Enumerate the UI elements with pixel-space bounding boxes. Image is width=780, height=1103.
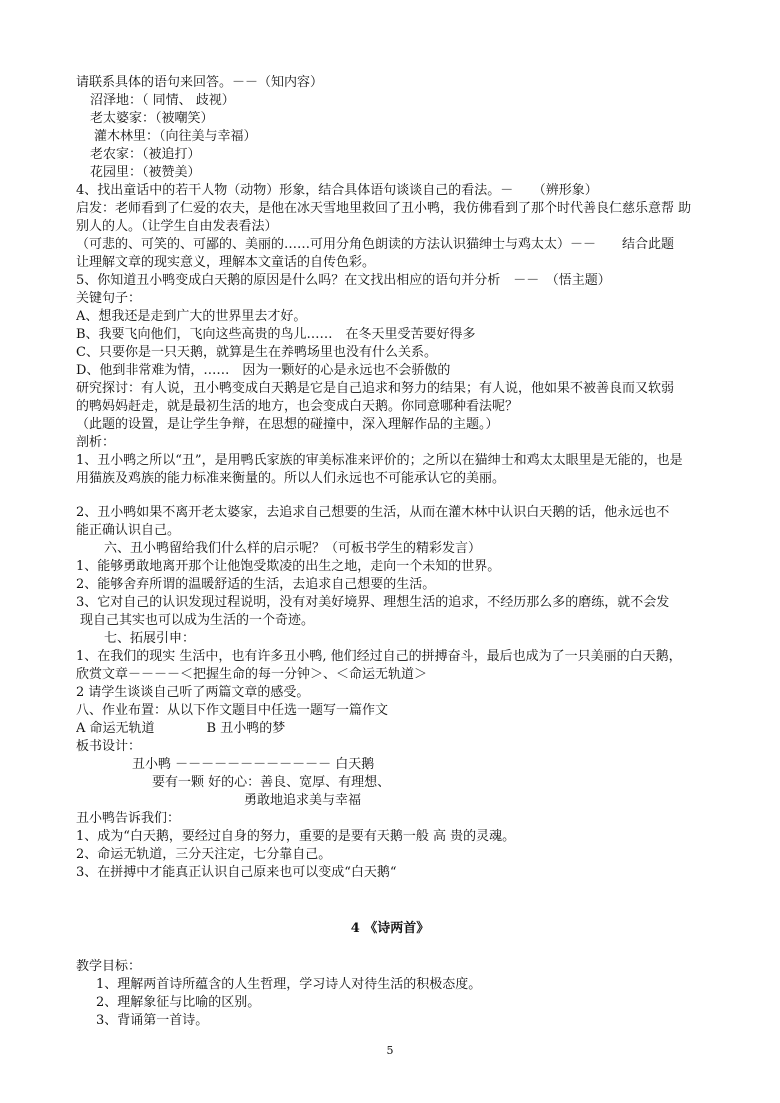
text-line: 板书设计： [76, 739, 142, 754]
text-line: 3、它对自己的认识发现过程说明，没有对美好境界、理想生活的追求，不经历那么多的磨练，就不会发 [76, 595, 670, 610]
text-line: 让理解文章的现实意义，理解本文童话的自传色彩。 [76, 255, 376, 270]
text-line: 六、丑小鸭留给我们什么样的启示呢？（可板书学生的精彩发言） [104, 541, 482, 556]
text-line: 2、丑小鸭如果不离开老太婆家，去追求自己想要的生活，从而在灌木林中认识白天鹅的话，他永远也不 [76, 505, 670, 520]
page-number: 5 [386, 1044, 394, 1057]
text-line: 老农家：（被追打） [90, 147, 201, 162]
text-line: 灌木林里：（向往美与幸福） [94, 129, 257, 144]
text-line: 要有一颗 好的心：善良、宽厚、有理想、 [152, 775, 391, 790]
text-line: 花园里：（被赞美） [90, 165, 201, 180]
text-line: （此题的设置，是让学生争辩，在思想的碰撞中，深入理解作品的主题。） [76, 417, 499, 432]
text-line: 用猫族及鸡族的能力标准来衡量的。所以人们永远也不可能承认它的美丽。 [76, 471, 506, 486]
text-line: 1、丑小鸭之所以“丑”，是用鸭氏家族的审美标准来评价的；之所以在猫绅士和鸡太太眼里是无能的，也是 [76, 453, 683, 468]
text-line: 3、在拼搏中才能真正认识自己原来也可以变成“白天鹅“ [76, 865, 397, 880]
text-line: 的鸭妈妈赶走，就是最初生活的地方，也会变成白天鹅。你同意哪种看法呢？ [76, 399, 519, 414]
text-line: 欣赏文章－－－－＜把握生命的每一分钟＞、＜命运无轨道＞ [76, 667, 428, 682]
objective-item: 1、理解两首诗所蕴含的人生哲理，学习诗人对待生活的积极态度。 [96, 977, 482, 992]
text-line: 2、命运无轨道，三分天注定，七分靠自己。 [76, 847, 332, 862]
text-line: 勇敢地追求美与幸福 [244, 793, 362, 808]
text-line: 研究探讨：有人说，丑小鸭变成白天鹅是它是自己追求和努力的结果；有人说，他如果不被善良而又软弱 [76, 381, 675, 396]
text-line: 启发：老师看到了仁爱的农夫，是他在冰天雪地里救回了丑小鸭，我仿佛看到了那个时代善良仁慈乐意帮 助 [76, 201, 692, 216]
text-line: 2、能够舍弃所谓的温暖舒适的生活，去追求自己想要的生活。 [76, 577, 436, 592]
text-line: 5、你知道丑小鸭变成白天鹅的原因是什么吗？在文找出相应的语句并分析 －－ （悟主题） [76, 273, 611, 288]
text-line: 丑小鸭告诉我们： [76, 811, 181, 826]
text-line: 剖析： [76, 435, 116, 450]
text-line: 2 请学生谈谈自己听了两篇文章的感受。 [76, 685, 310, 700]
text-line: 现自己其实也可以成为生活的一个奇迹。 [80, 613, 315, 628]
text-line: 别人的人。（让学生自由发表看法） [76, 219, 278, 234]
text-line: 4、找出童话中的若干人物（动物）形象，结合具体语句谈谈自己的看法。－ （辨形象） [76, 183, 598, 198]
text-line: 沼泽地：（ 同情、 歧视） [90, 93, 235, 108]
objective-item: 3、背诵第一首诗。 [96, 1013, 209, 1028]
objectives-heading: 教学目标： [76, 959, 142, 974]
text-line: B、我要飞向他们，飞向这些高贵的鸟儿…… 在冬天里受苦要好得多 [76, 327, 476, 342]
text-line: 丑小鸭 －－－－－－－－－－－－ 白天鹅 [132, 757, 375, 772]
text-line: 七、拓展引申： [104, 631, 196, 646]
text-line: 八、作业布置：从以下作文题目中任选一题写一篇作文 [76, 703, 389, 718]
objective-item: 2、理解象征与比喻的区别。 [96, 995, 261, 1010]
text-line: 1、能够勇敢地离开那个让他饱受欺凌的出生之地，走向一个未知的世界。 [76, 559, 501, 574]
text-line: 1、在我们的现实 生活中，也有许多丑小鸭, 他们经过自己的拼搏奋斗，最后也成为了一只美丽的白天鹅， [76, 649, 682, 664]
text-line: （可悲的、可笑的、可鄙的、美丽的……可用分角色朗读的方法认识猫绅士与鸡太太）－－ 结合此题 [76, 237, 675, 252]
text-line: A 命运无轨道 B 丑小鸭的梦 [76, 721, 286, 736]
section-title: 4 《诗两首》 [350, 921, 430, 936]
text-line: 1、成为“白天鹅，要经过自身的努力，重要的是要有天鹅一般 高 贵的灵魂。 [76, 829, 516, 844]
text-line: 老太婆家：（被嘲笑） [90, 111, 214, 126]
text-line: 关键句子： [76, 291, 142, 306]
text-line: C、只要你是一只天鹅，就算是生在养鸭场里也没有什么关系。 [76, 345, 437, 360]
text-line: A、想我还是走到广大的世界里去才好。 [76, 309, 307, 324]
text-line: 能正确认识自己。 [76, 523, 181, 538]
text-line: D、他到非常难为情，…… 因为一颗好的心是永远也不会骄傲的 [76, 363, 451, 378]
text-line: 请联系具体的语句来回答。－－（知内容） [76, 75, 324, 90]
